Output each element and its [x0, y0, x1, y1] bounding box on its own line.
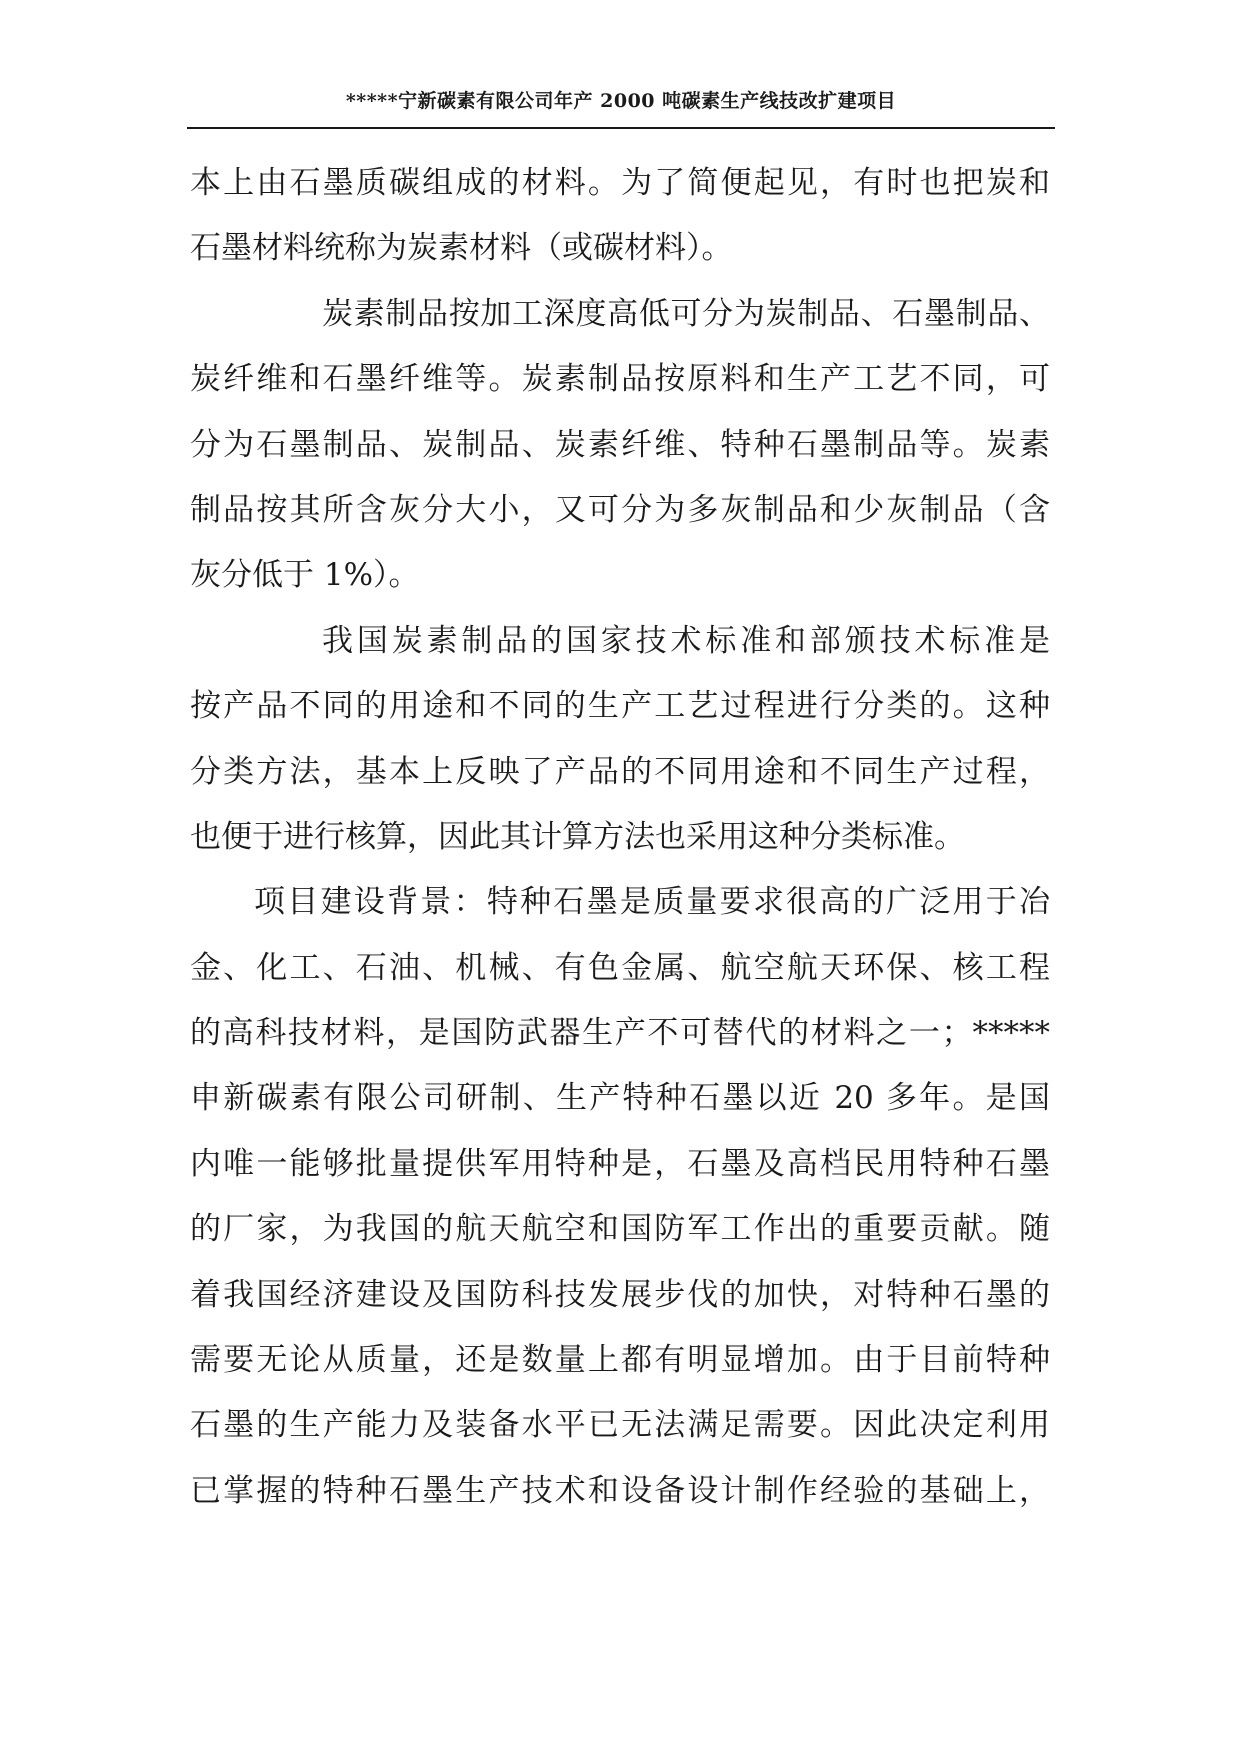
body-text-line: 石墨材料统称为炭素材料（或碳材料）。	[190, 230, 733, 267]
body-text-line: 制品按其所含灰分大小，又可分为多灰制品和少灰制品（含	[190, 491, 1050, 528]
body-text-line: 需要无论从质量，还是数量上都有明显增加。由于目前特种	[190, 1342, 1050, 1379]
body-text-line: 炭素制品按加工深度高低可分为炭制品、石墨制品、	[322, 295, 1050, 332]
body-text-line: 灰分低于 1%）。	[190, 557, 420, 594]
body-text-line: 内唯一能够批量提供军用特种是，石墨及高档民用特种石墨	[190, 1145, 1050, 1182]
body-text-line: 本上由石墨质碳组成的材料。为了简便起见，有时也把炭和	[190, 165, 1050, 201]
body-text-line: 项目建设背景：特种石墨是质量要求很高的广泛用于冶	[254, 884, 1050, 921]
body-text-line: 也便于进行核算，因此其计算方法也采用这种分类标准。	[190, 818, 965, 855]
body-text-line: 的厂家，为我国的航天航空和国防军工作出的重要贡献。随	[190, 1211, 1050, 1248]
header-divider	[187, 127, 1055, 129]
body-text-line: 已掌握的特种石墨生产技术和设备设计制作经验的基础上，	[190, 1472, 1050, 1509]
document-body	[190, 158, 1050, 1531]
body-text-line: 的高科技材料，是国防武器生产不可替代的材料之一；*****	[190, 1015, 1050, 1052]
body-text-line: 金、化工、石油、机械、有色金属、航空航天环保、核工程	[190, 949, 1050, 986]
page-header-title: *****宁新碳素有限公司年产 2000 吨碳素生产线技改扩建项目	[345, 90, 897, 112]
body-text-line: 分为石墨制品、炭制品、炭素纤维、特种石墨制品等。炭素	[190, 426, 1050, 463]
body-text-line: 申新碳素有限公司研制、生产特种石墨以近 20 多年。是国	[190, 1080, 1050, 1117]
body-text-line: 着我国经济建设及国防科技发展步伐的加快，对特种石墨的	[190, 1276, 1050, 1313]
body-text-line: 我国炭素制品的国家技术标准和部颁技术标准是	[322, 622, 1050, 659]
body-text-line: 分类方法，基本上反映了产品的不同用途和不同生产过程，	[190, 753, 1050, 790]
body-text-line: 石墨的生产能力及装备水平已无法满足需要。因此决定利用	[190, 1407, 1050, 1444]
body-text-line: 炭纤维和石墨纤维等。炭素制品按原料和生产工艺不同，可	[190, 361, 1050, 398]
body-text-line: 按产品不同的用途和不同的生产工艺过程进行分类的。这种	[190, 688, 1050, 725]
